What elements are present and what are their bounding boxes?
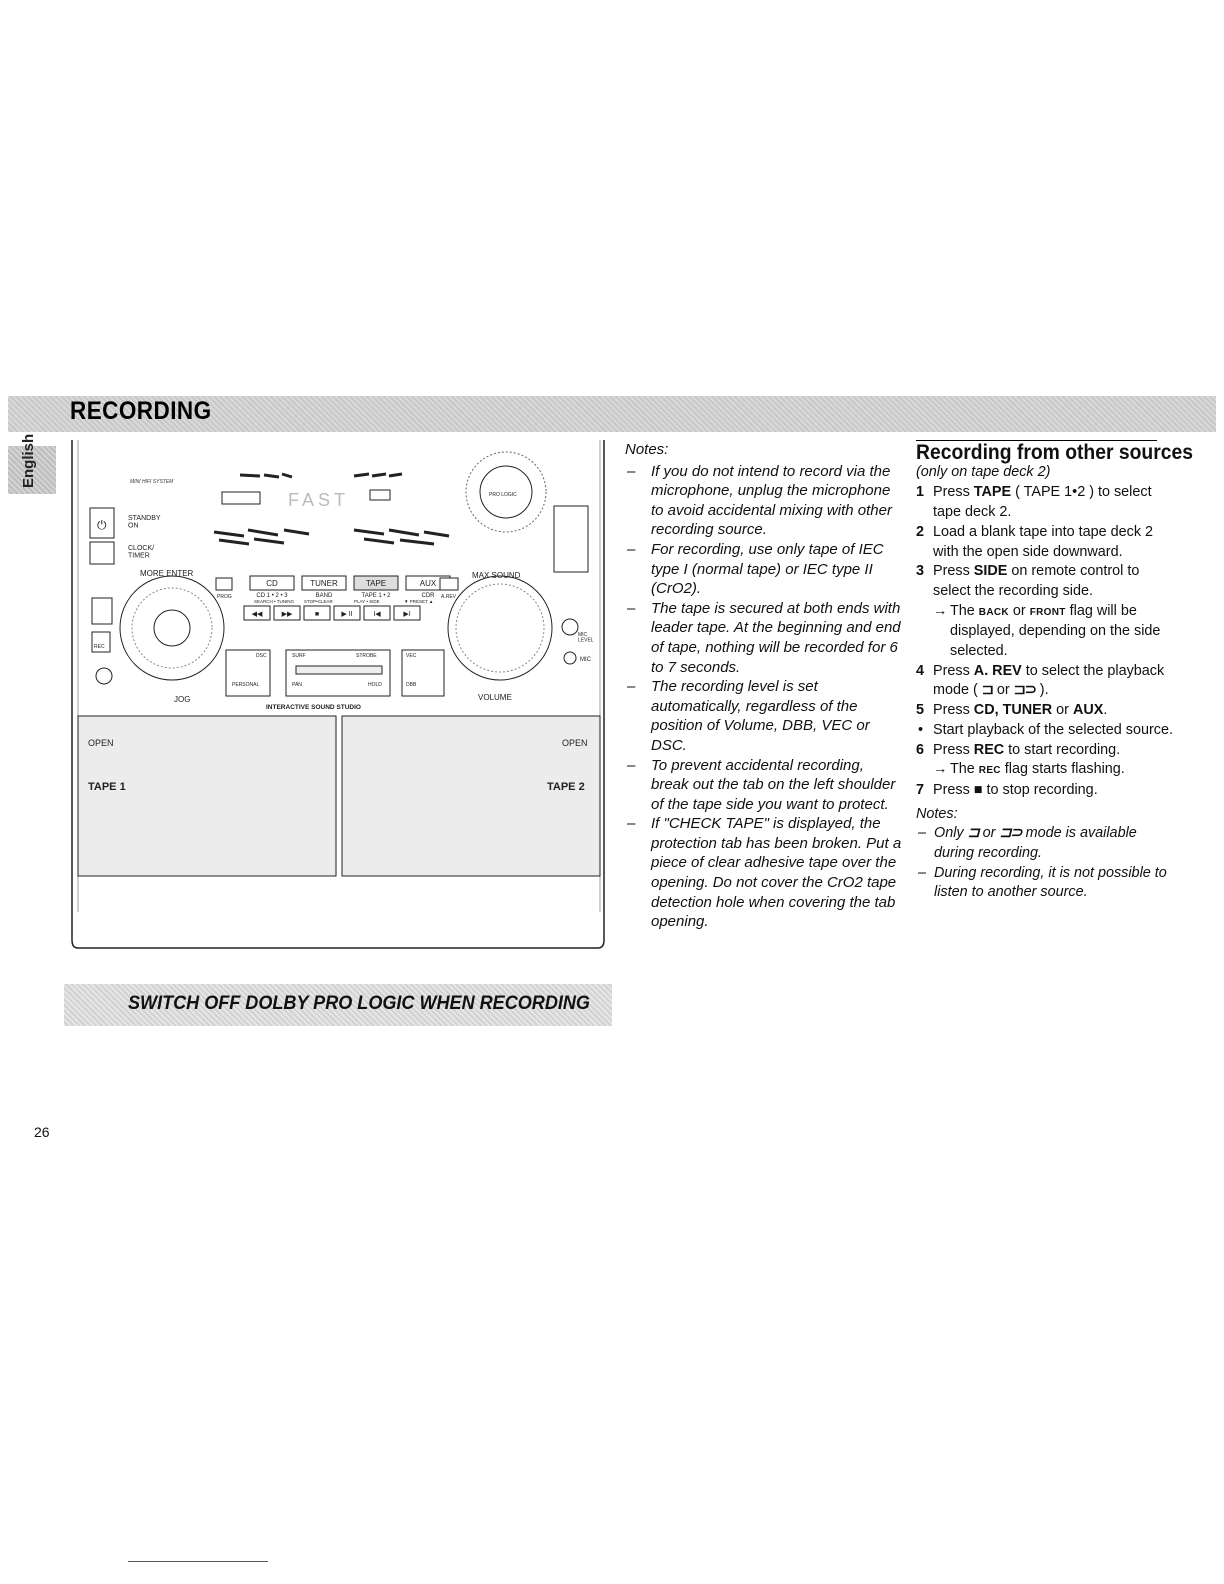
- clock-label: CLOCK/ TIMER: [128, 545, 155, 560]
- dbb-label: DBB: [406, 682, 417, 688]
- one-side-icon: ⊐: [967, 825, 979, 842]
- tape1-open: OPEN: [88, 738, 114, 748]
- section-notes-heading: Notes:: [916, 805, 958, 822]
- transport-icon: ▶▶: [281, 611, 293, 618]
- footer-banner-text: SWITCH OFF DOLBY PRO LOGIC WHEN RECORDING: [128, 993, 590, 1014]
- reverse-icon: ⊐⊃: [1013, 682, 1036, 699]
- step-2: 2 Load a blank tape into tape deck 2 with the open side downward.: [916, 523, 1154, 560]
- section-subtitle: (only on tape deck 2): [916, 463, 1051, 480]
- source-sublabel: CD 1 • 2 • 3: [256, 593, 288, 599]
- stop-icon: ■: [973, 781, 983, 798]
- tape2-name: TAPE 2: [547, 781, 585, 793]
- brand-text: MINI HIFI SYSTEM: [130, 479, 174, 485]
- one-side-icon: ⊐: [981, 682, 993, 699]
- source-label: CD: [266, 579, 278, 588]
- step-5-bullet: • Start playback of the selected source.: [916, 721, 1178, 741]
- tape1-name: TAPE 1: [88, 781, 126, 793]
- note-item: – If "CHECK TAPE" is displayed, the protection tab has been broken. Put a piece of clear adhesive tape over the opening. Do not cover the CrO2 tape detection hole when covering the tab opening.: [625, 814, 905, 932]
- source-sublabel: BAND: [315, 593, 333, 599]
- section-note-2: – During recording, it is not possible to listen to another source.: [916, 864, 1178, 903]
- transport-icon: ▶ II: [341, 611, 353, 618]
- notes-heading: Notes:: [625, 441, 669, 458]
- mic-jack: [564, 652, 576, 664]
- source-label: TUNER: [310, 579, 338, 588]
- step-3-result: → The BACK or FRONT flag will be displayed, depending on the side selected.: [916, 602, 1178, 662]
- personal-label: PERSONAL: [232, 682, 260, 688]
- jog-label: JOG: [174, 695, 191, 704]
- transport-icon: ■: [314, 611, 320, 618]
- notes-column: [625, 440, 905, 932]
- headphone-jack: [96, 668, 112, 684]
- note-item: – The recording level is set automatically, regardless of the position of Volume, DBB, VEC or DSC.: [625, 677, 905, 755]
- step-7: 7 Press ■ to stop recording.: [916, 781, 1098, 798]
- language-tab: [8, 433, 56, 494]
- transport-icon: ◀◀: [251, 611, 263, 618]
- page-number: 26: [34, 1124, 50, 1140]
- dsc-label: DSC: [256, 653, 267, 659]
- display-readout: FAST: [288, 490, 350, 510]
- prog-label: PROG: [217, 594, 232, 600]
- note-item: – To prevent accidental recording, break out the tab on the left shoulder of the tape side you want to protect.: [625, 756, 905, 815]
- source-sublabel: CDR: [421, 593, 435, 599]
- bottom-rule: [128, 1561, 268, 1562]
- step-6: 6 Press REC to start recording.: [916, 741, 1121, 758]
- language-label: English: [20, 433, 37, 488]
- volume-knob[interactable]: [448, 576, 552, 680]
- source-label: AUX: [419, 579, 437, 588]
- transport-label: ▼ PRESET ▲: [404, 599, 434, 604]
- section-banner: [8, 396, 1216, 432]
- source-sublabel: TAPE 1 • 2: [361, 593, 391, 599]
- pro-logic-label: PRO LOGIC: [489, 492, 517, 498]
- prog-button[interactable]: [216, 578, 232, 590]
- mic-label: MIC: [580, 657, 591, 663]
- sound-slider[interactable]: [296, 666, 382, 674]
- source-label: TAPE: [365, 579, 387, 588]
- surf-label: SURF: [292, 653, 306, 659]
- display-panel: [214, 474, 449, 544]
- device-illustration: [64, 440, 612, 952]
- arev-button[interactable]: [440, 578, 458, 590]
- more-enter-label: MORE ENTER: [140, 569, 194, 578]
- transport-label: SEARCH • TUNING: [254, 599, 294, 604]
- transport-icon: I◀: [373, 611, 381, 618]
- step-6-result: → The REC flag starts flashing.: [916, 760, 1178, 781]
- section-note-1: – Only ⊐ or ⊐⊃ mode is available during recording.: [916, 824, 1178, 863]
- step-4: 4 Press A. REV to select the playback mode ( ⊐ or ⊐⊃ ).: [916, 662, 1165, 699]
- strobe-label: STROBE: [356, 653, 377, 659]
- vec-label: VEC: [406, 653, 417, 659]
- note-item: – The tape is secured at both ends with leader tape. At the beginning and end of tape, nothing will be recorded for 6 to 7 seconds.: [625, 599, 905, 677]
- step-1: 1 Press TAPE ( TAPE 1•2 ) to select tape deck 2.: [916, 484, 1152, 521]
- hold-label: HOLD: [368, 682, 382, 688]
- transport-label: STOP•CLEAR: [304, 599, 333, 604]
- clock-button[interactable]: [90, 542, 114, 564]
- reverse-icon: ⊐⊃: [999, 825, 1022, 842]
- note-item: – If you do not intend to record via the microphone, unplug the microphone to avoid accidental mixing with other recording source.: [625, 462, 905, 540]
- note-item: – For recording, use only tape of IEC type I (normal tape) or IEC type II (CrO2).: [625, 540, 905, 599]
- transport-label: PLAY • SIDE: [354, 599, 380, 604]
- section-title: Recording from other sources: [916, 441, 1193, 464]
- recording-instructions: [916, 440, 1193, 903]
- standby-label: STANDBY ON: [128, 515, 161, 530]
- mic-level-knob[interactable]: [562, 619, 578, 635]
- rec-label: REC: [94, 644, 105, 650]
- transport-icon: ▶I: [403, 611, 411, 618]
- pan-label: PAN: [292, 682, 302, 688]
- page-title: RECORDING: [70, 397, 212, 425]
- dub-button[interactable]: [92, 598, 112, 624]
- max-sound-label: MAX SOUND: [472, 571, 521, 580]
- step-5: 5 Press CD, TUNER or AUX.: [916, 702, 1108, 719]
- tape2-open: OPEN: [562, 738, 588, 748]
- step-3: 3 Press SIDE on remote control to select the recording side.: [916, 563, 1140, 599]
- interactive-label: INTERACTIVE SOUND STUDIO: [266, 704, 361, 711]
- volume-label: VOLUME: [478, 693, 512, 702]
- arev-label: A.REV: [441, 594, 457, 600]
- tape1-deck: [78, 716, 336, 876]
- jog-dial[interactable]: [120, 576, 224, 680]
- mic-level-label: MIC LEVEL: [578, 632, 594, 644]
- footer-banner: [64, 984, 612, 1026]
- power-icon: ⏻: [97, 518, 107, 532]
